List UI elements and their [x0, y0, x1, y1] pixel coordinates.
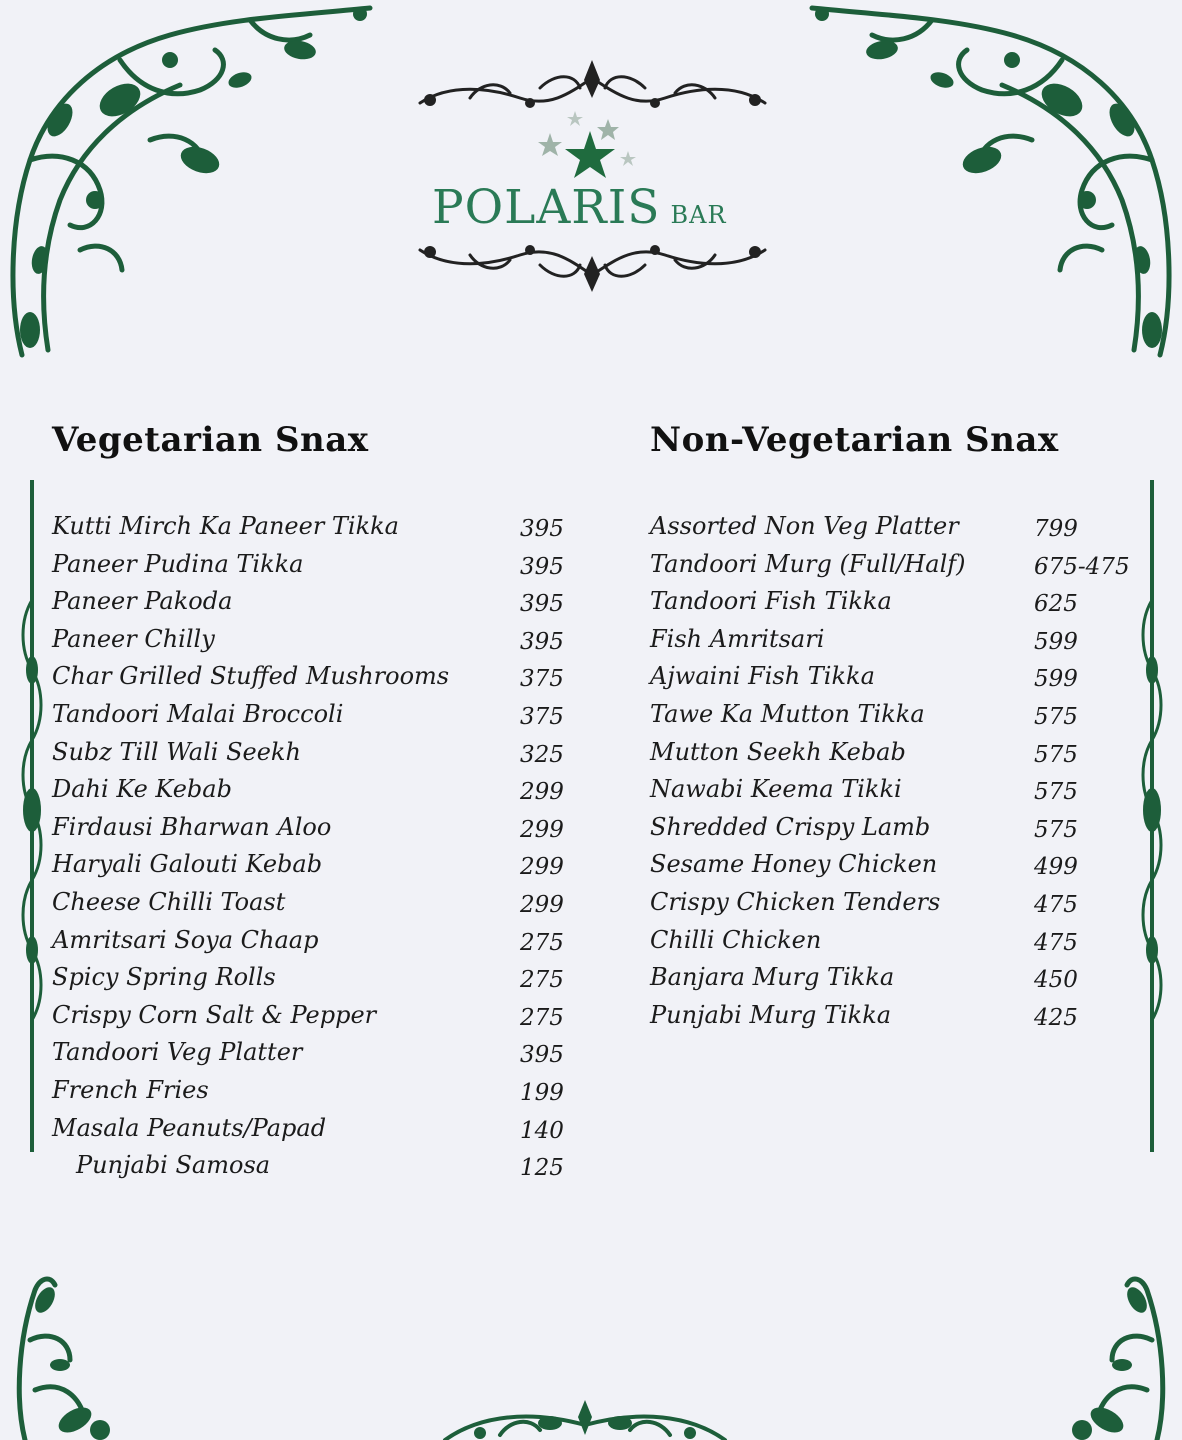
item-price: 599	[1034, 666, 1078, 693]
item-price: 125	[520, 1155, 564, 1182]
item-price: 275	[520, 929, 564, 956]
item-name: Crispy Corn Salt & Pepper	[52, 1000, 377, 1029]
logo-wordmark	[432, 180, 727, 235]
item-name: Paneer Chilly	[52, 624, 215, 653]
item-name: Paneer Pakoda	[52, 587, 233, 616]
item-name: Cheese Chilli Toast	[52, 887, 286, 916]
item-price: 575	[1034, 741, 1078, 768]
floral-corner-bottom-right-icon	[1042, 1270, 1182, 1440]
item-price: 299	[520, 854, 564, 881]
item-price: 575	[1034, 703, 1078, 730]
item-price: 575	[1034, 779, 1078, 806]
item-name: Tandoori Murg (Full/Half)	[650, 549, 966, 578]
item-price: 475	[1034, 891, 1078, 918]
item-price: 299	[520, 779, 564, 806]
item-name: Tandoori Veg Platter	[52, 1038, 303, 1067]
brand-logo	[410, 58, 775, 298]
brand-suffix: BAR	[670, 201, 727, 229]
item-price: 799	[1034, 516, 1078, 542]
item-name: Sesame Honey Chicken	[650, 850, 938, 879]
floral-corner-top-right-icon	[792, 0, 1182, 365]
floral-corner-top-left-icon	[0, 0, 390, 365]
item-price: 375	[520, 703, 564, 730]
item-price: 395	[520, 553, 564, 580]
item-price: 299	[520, 891, 564, 918]
item-price: 450	[1034, 967, 1078, 994]
logo-stars-icon	[530, 103, 650, 183]
item-name: Chilli Chicken	[650, 925, 822, 954]
item-price: 395	[520, 516, 564, 542]
item-price: 395	[520, 1042, 564, 1069]
item-name: Paneer Pudina Tikka	[52, 549, 304, 578]
item-name: Tawe Ka Mutton Tikka	[650, 699, 925, 728]
item-name: Spicy Spring Rolls	[52, 963, 276, 992]
item-price: 599	[1034, 628, 1078, 655]
item-name: Kutti Mirch Ka Paneer Tikka	[52, 512, 399, 540]
item-price: 375	[520, 666, 564, 693]
item-name: Subz Till Wali Seekh	[52, 737, 301, 766]
item-price: 625	[1034, 591, 1078, 618]
item-price: 275	[520, 967, 564, 994]
vertical-ornament-left-icon	[16, 480, 48, 1152]
item-price: 675-475	[1034, 553, 1130, 580]
item-price: 499	[1034, 854, 1078, 881]
item-name: Crispy Chicken Tenders	[650, 887, 941, 916]
item-name: Punjabi Samosa	[76, 1151, 271, 1180]
item-name: Fish Amritsari	[650, 624, 825, 653]
item-price: 325	[520, 741, 564, 768]
item-name: Tandoori Fish Tikka	[650, 587, 892, 616]
item-name: Tandoori Malai Broccoli	[52, 699, 344, 728]
item-name: Amritsari Soya Chaap	[52, 925, 319, 954]
item-name: Nawabi Keema Tikki	[650, 775, 902, 804]
item-price: 395	[520, 591, 564, 618]
item-name: Dahi Ke Kebab	[52, 775, 232, 804]
floral-corner-bottom-left-icon	[0, 1270, 140, 1440]
floral-bottom-center-icon	[440, 1395, 730, 1440]
item-price: 275	[520, 1004, 564, 1031]
item-price: 199	[520, 1079, 564, 1106]
item-name: Punjabi Murg Tikka	[650, 1000, 892, 1029]
item-name: Mutton Seekh Kebab	[650, 737, 906, 766]
item-price: 475	[1034, 929, 1078, 956]
item-name: Haryali Galouti Kebab	[52, 850, 323, 879]
item-name: French Fries	[52, 1075, 209, 1104]
item-price: 575	[1034, 816, 1078, 843]
item-name: Assorted Non Veg Platter	[650, 512, 959, 540]
item-price: 425	[1034, 1004, 1078, 1031]
item-name: Masala Peanuts/Papad	[52, 1113, 327, 1142]
item-name: Banjara Murg Tikka	[650, 963, 895, 992]
item-price: 395	[520, 628, 564, 655]
item-name: Shredded Crispy Lamb	[650, 812, 931, 841]
item-name: Firdausi Bharwan Aloo	[52, 812, 332, 841]
section-title-non-vegetarian: Non-Vegetarian Snax	[650, 420, 1059, 460]
brand-name: POLARIS	[432, 180, 661, 235]
item-price: 140	[520, 1117, 564, 1144]
vertical-ornament-right-icon	[1136, 480, 1168, 1152]
item-name: Char Grilled Stuffed Mushrooms	[52, 662, 450, 691]
item-price: 299	[520, 816, 564, 843]
logo-flourish-bottom-icon	[410, 230, 775, 296]
section-title-vegetarian: Vegetarian Snax	[52, 420, 369, 460]
item-name: Ajwaini Fish Tikka	[650, 662, 875, 691]
